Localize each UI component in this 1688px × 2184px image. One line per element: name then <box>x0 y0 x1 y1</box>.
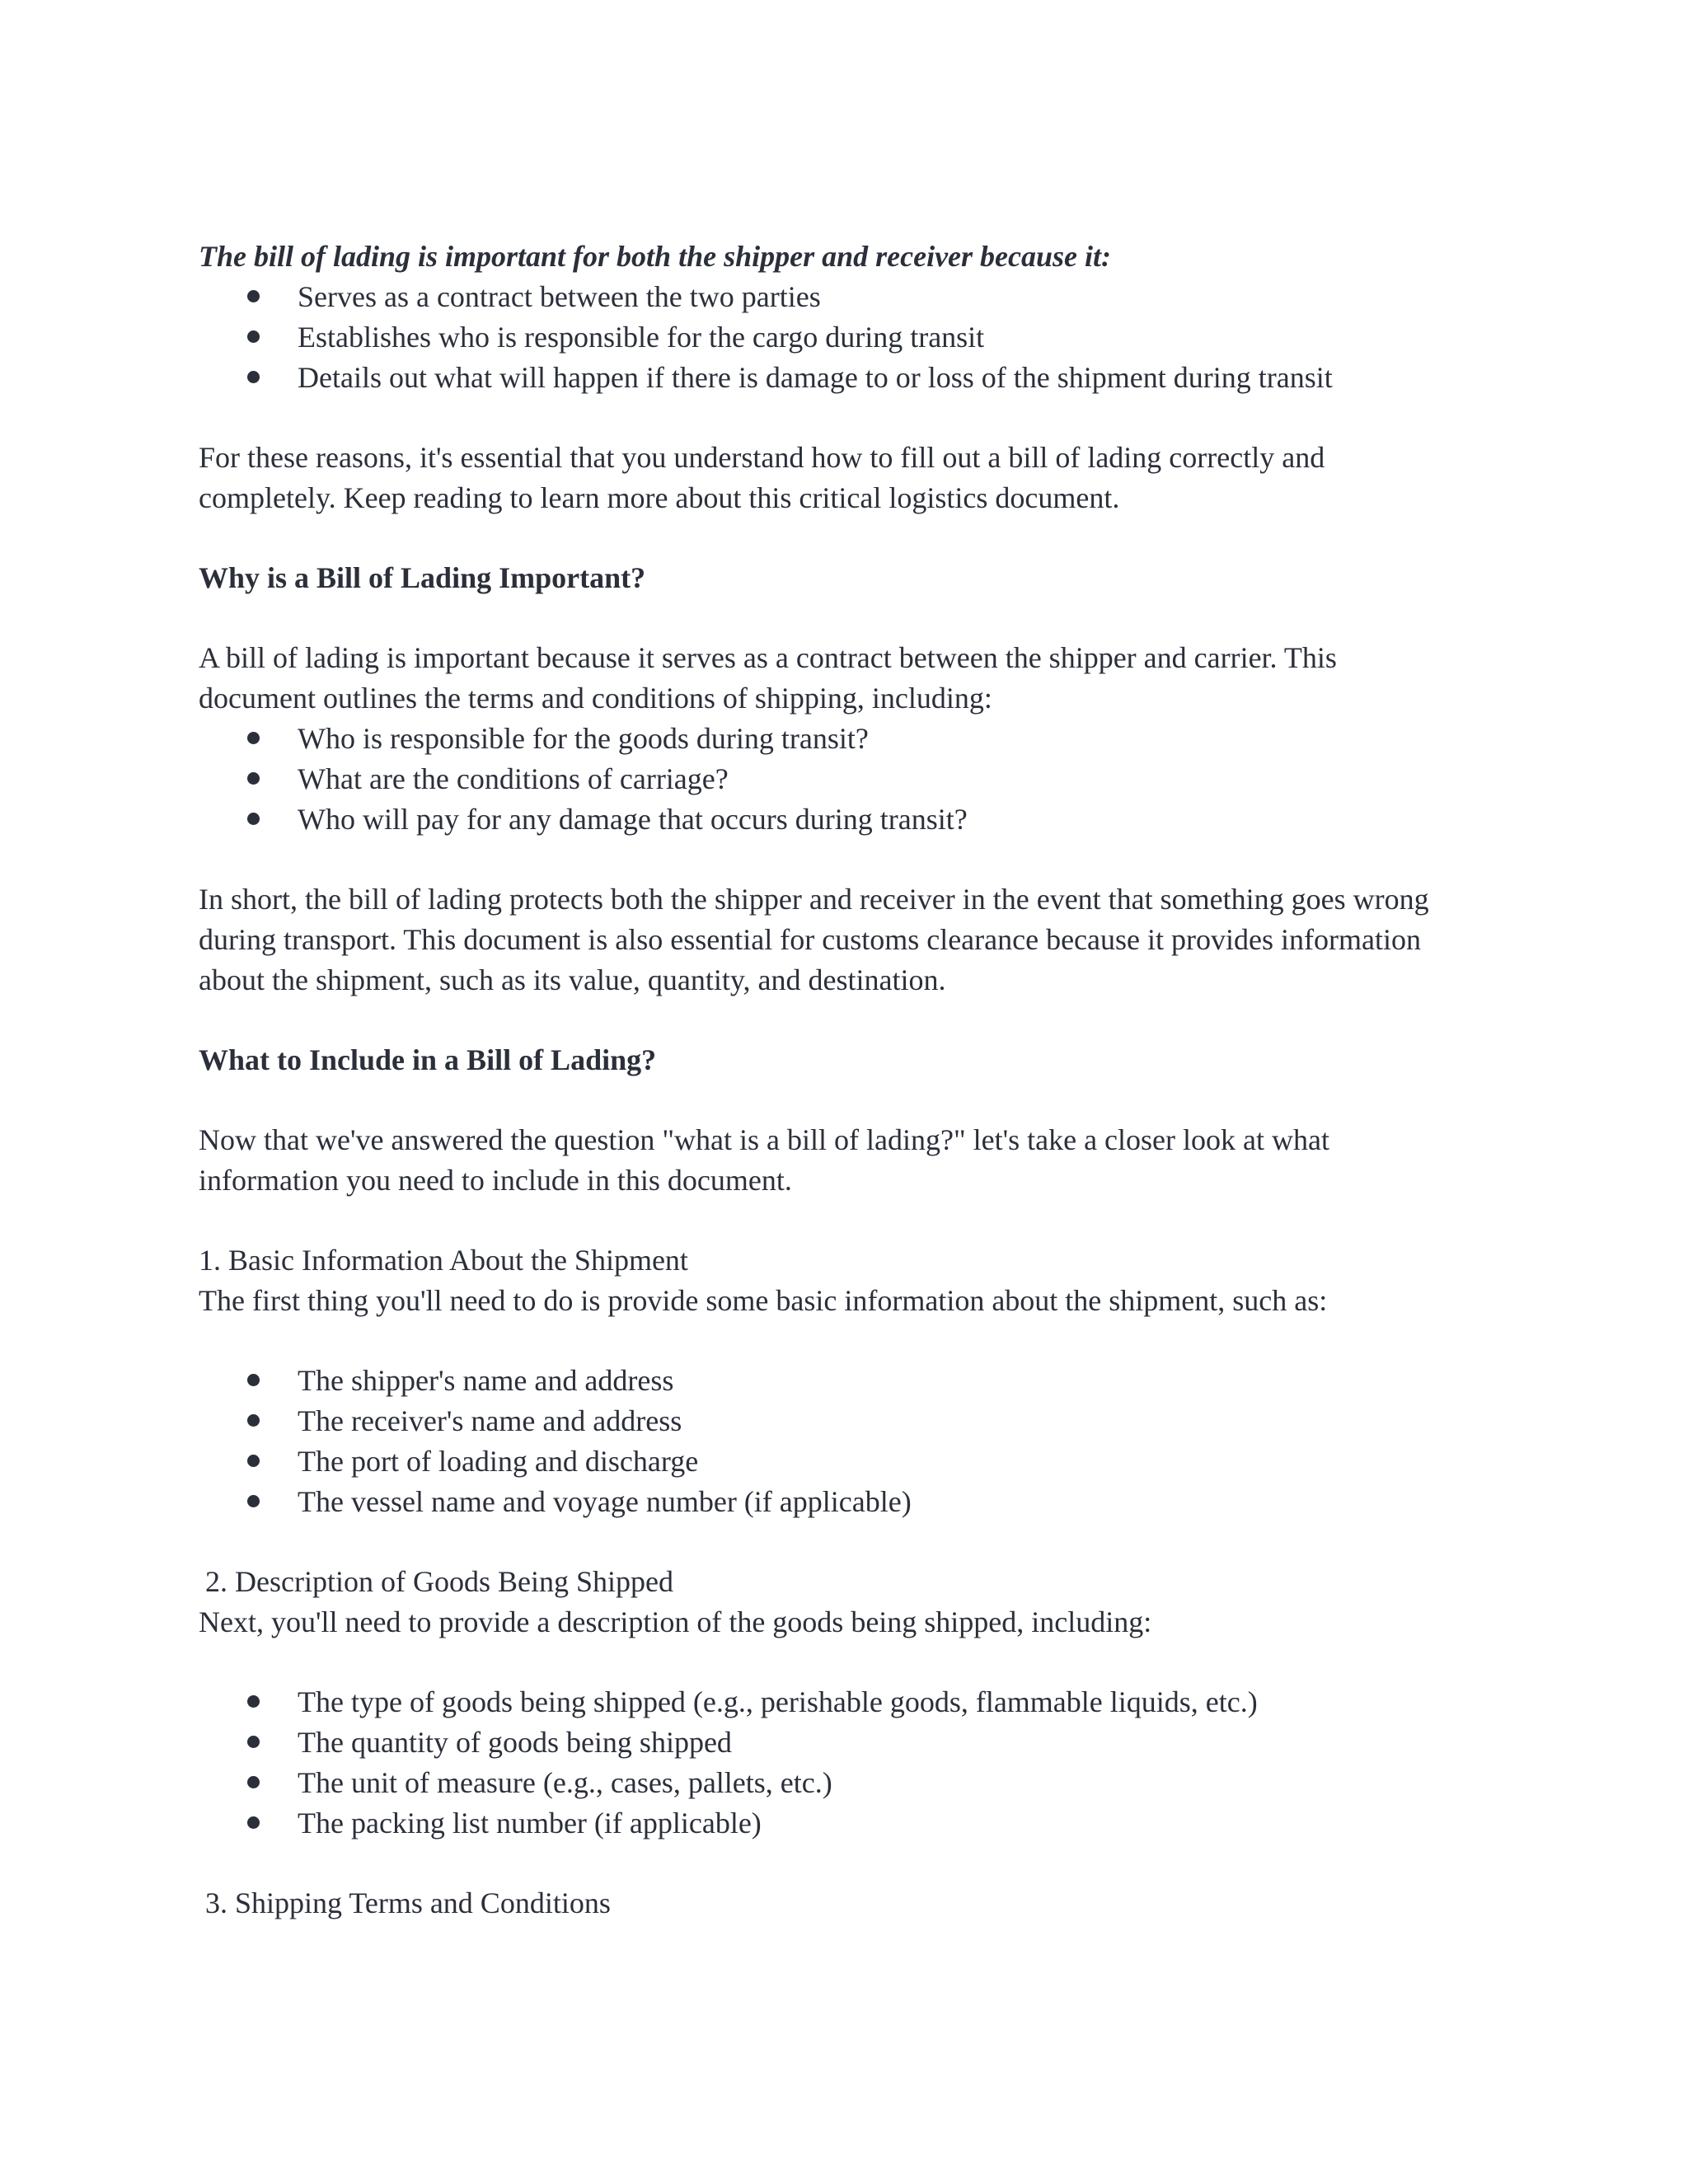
paragraph-line: A bill of lading is important because it serves as a contract between the shipper and carrier. This <box>199 641 1337 674</box>
bullet-icon <box>247 1374 260 1386</box>
section-heading: Why is a Bill of Lading Important? <box>199 561 646 594</box>
list-item-text: The type of goods being shipped (e.g., perishable goods, flammable liquids, etc.) <box>298 1685 1258 1718</box>
list-item-text: The vessel name and voyage number (if applicable) <box>298 1485 912 1518</box>
list-item-text: Details out what will happen if there is damage to or loss of the shipment during transit <box>298 361 1333 394</box>
list-item-text: The shipper's name and address <box>298 1364 674 1397</box>
list-item-text: The packing list number (if applicable) <box>298 1807 762 1840</box>
list-item-text: The unit of measure (e.g., cases, pallets, etc.) <box>298 1766 832 1799</box>
paragraph-line: during transport. This document is also essential for customs clearance because it provides information <box>199 923 1421 956</box>
list-item-text: Serves as a contract between the two parties <box>298 280 821 313</box>
intro-sentence: The bill of lading is important for both the shipper and receiver because it: <box>199 240 1111 273</box>
paragraph-line: about the shipment, such as its value, quantity, and destination. <box>199 963 946 996</box>
bullet-icon <box>247 1455 260 1467</box>
bullet-icon <box>247 1816 260 1829</box>
bullet-icon <box>247 732 260 744</box>
paragraph-line: Next, you'll need to provide a description of the goods being shipped, including: <box>199 1605 1152 1638</box>
paragraph-line: completely. Keep reading to learn more about this critical logistics document. <box>199 481 1120 514</box>
paragraph-line: Now that we've answered the question "what is a bill of lading?" let's take a closer look at what <box>199 1123 1329 1156</box>
bullet-icon <box>247 813 260 825</box>
paragraph-line: document outlines the terms and conditions of shipping, including: <box>199 682 992 715</box>
list-item-text: What are the conditions of carriage? <box>298 762 729 795</box>
list-item-text: Establishes who is responsible for the cargo during transit <box>298 321 985 354</box>
paragraph-line: In short, the bill of lading protects both the shipper and receiver in the event that something goes wrong <box>199 883 1429 916</box>
bullet-icon <box>247 1776 260 1788</box>
bullet-icon <box>247 330 260 343</box>
bullet-icon <box>247 1736 260 1748</box>
list-item-text: Who is responsible for the goods during transit? <box>298 722 869 755</box>
subsection-title: 3. Shipping Terms and Conditions <box>205 1886 611 1919</box>
bullet-icon <box>247 1495 260 1507</box>
bullet-icon <box>247 290 260 302</box>
list-item-text: Who will pay for any damage that occurs during transit? <box>298 803 968 836</box>
paragraph-line: information you need to include in this document. <box>199 1164 792 1197</box>
paragraph-line: For these reasons, it's essential that you understand how to fill out a bill of lading correctly and <box>199 441 1325 474</box>
list-item-text: The quantity of goods being shipped <box>298 1726 732 1759</box>
bullet-icon <box>247 371 260 383</box>
bullet-icon <box>247 1414 260 1427</box>
paragraph-line: The first thing you'll need to do is provide some basic information about the shipment, such as: <box>199 1284 1328 1317</box>
subsection-title: 1. Basic Information About the Shipment <box>199 1244 688 1277</box>
list-item-text: The receiver's name and address <box>298 1404 682 1437</box>
bullet-icon <box>247 1695 260 1708</box>
subsection-title: 2. Description of Goods Being Shipped <box>205 1565 673 1598</box>
bullet-icon <box>247 772 260 785</box>
list-item-text: The port of loading and discharge <box>298 1445 699 1478</box>
section-heading: What to Include in a Bill of Lading? <box>199 1043 657 1076</box>
